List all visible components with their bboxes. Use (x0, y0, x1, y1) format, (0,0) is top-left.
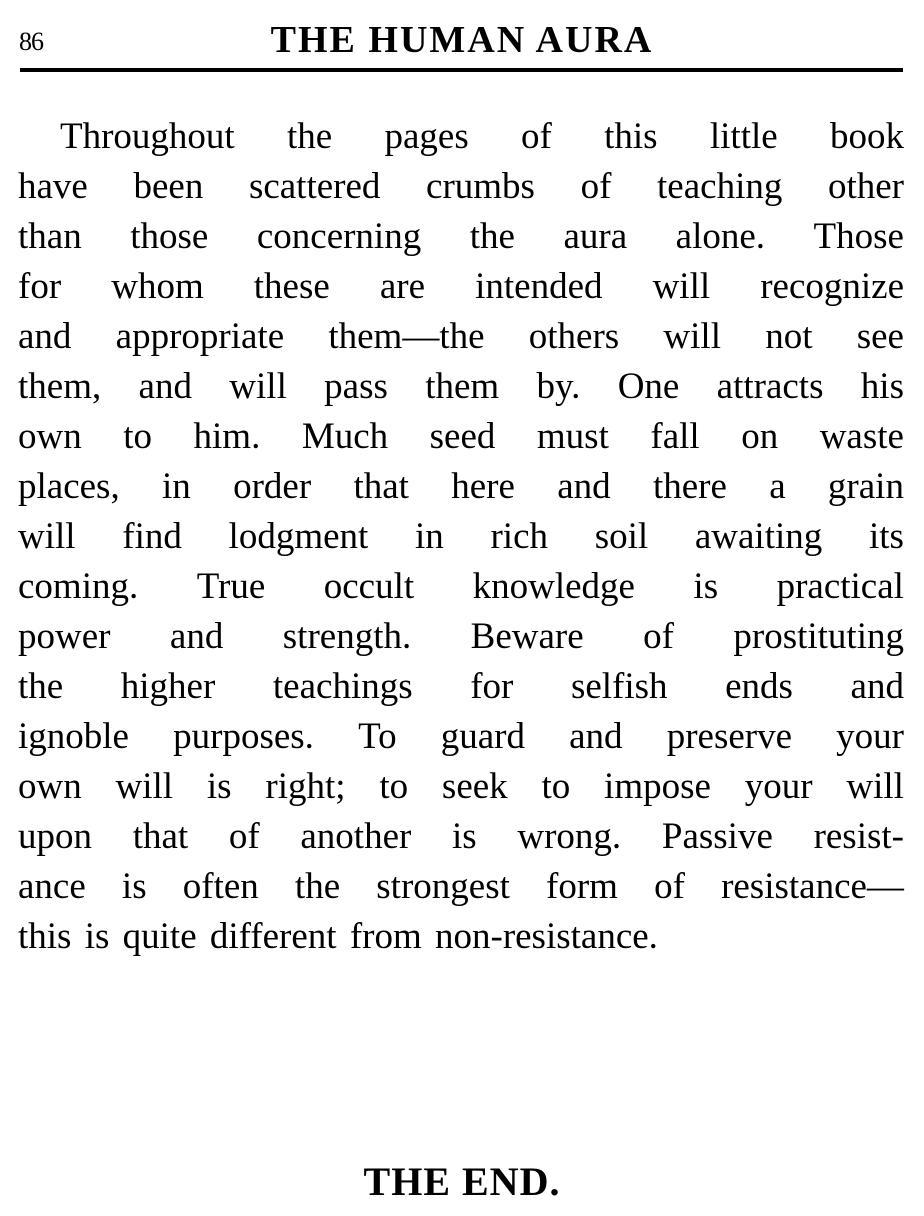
header-rule (20, 68, 903, 72)
text-line: will find lodgment in rich soil awaiting its (18, 516, 904, 557)
text-line: ignoble purposes. To guard and preserve your (18, 716, 904, 757)
text-line: power and strength. Beware of prostituting (18, 616, 904, 657)
text-line: have been scattered crumbs of teaching other (18, 166, 904, 207)
closing-text: THE END. (363, 1159, 561, 1204)
text-line: own to him. Much seed must fall on waste (18, 416, 904, 457)
text-line: ance is often the strongest form of resistance— (18, 866, 904, 907)
text-line: the higher teachings for selfish ends and (18, 666, 904, 707)
page-header (0, 20, 924, 60)
text-line: own will is right; to seek to impose your will (18, 766, 904, 807)
text-line: for whom these are intended will recognize (18, 266, 904, 307)
text-line: Throughout the pages of this little book (60, 116, 904, 157)
text-line: than those concerning the aura alone. Those (18, 216, 904, 257)
page-number: 86 (19, 27, 43, 56)
body-paragraph (18, 112, 904, 962)
text-line: upon that of another is wrong. Passive resist- (18, 816, 904, 857)
text-line: and appropriate them—the others will not see (18, 316, 904, 357)
text-line: places, in order that here and there a grain (18, 466, 904, 507)
text-line: coming. True occult knowledge is practical (18, 566, 904, 607)
text-line: them, and will pass them by. One attracts his (18, 366, 904, 407)
text-line: this is quite different from non-resistance. (18, 916, 658, 957)
running-title: THE HUMAN AURA (270, 19, 654, 61)
